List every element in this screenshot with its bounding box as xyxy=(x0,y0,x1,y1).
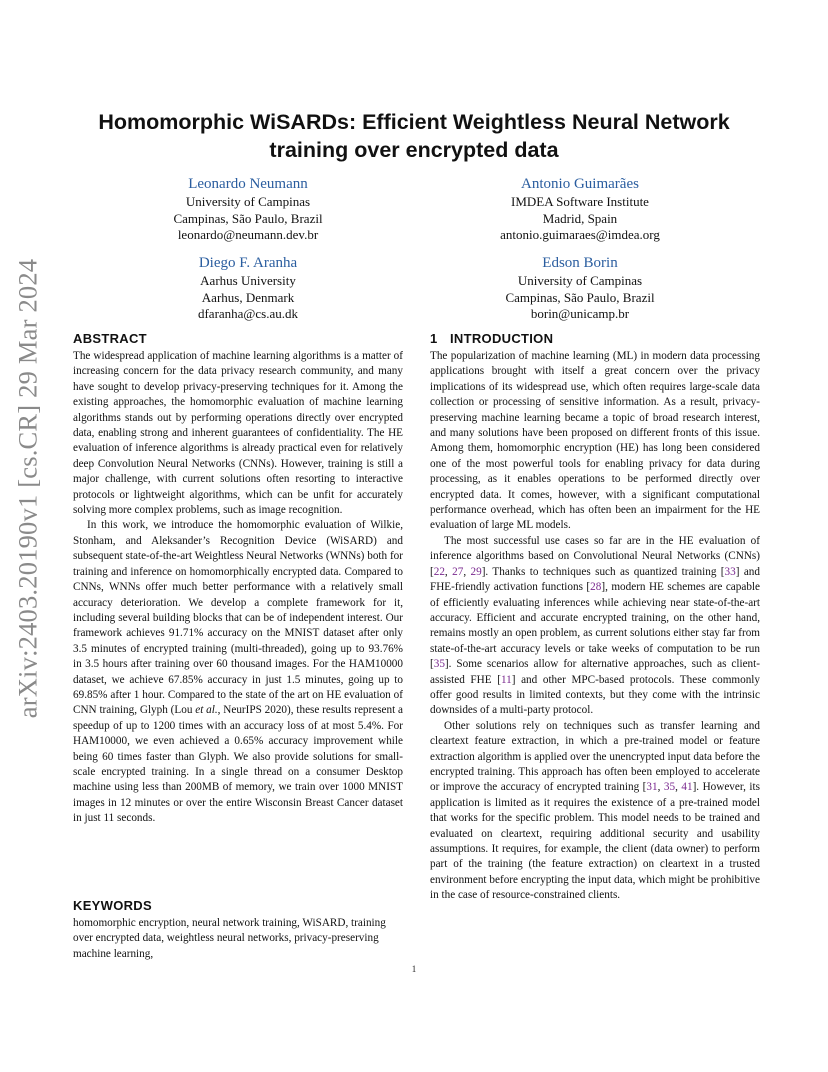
citation-link[interactable]: 29 xyxy=(470,565,482,578)
abstract-paragraph: The widespread application of machine learning algorithms is a matter of increasing concern for the data privacy research community, and many have sought to develop privacy-preserving techniques for it. Among the existing approaches, the homomorphic evaluation of machine learning algorithms stands out by performing operations directly over encrypted data, enabling strong and inherent guarantees of confidentiality. The HE evaluation of inference algorithms is already practical even for relatively deep Convolution Neural Networks (CNNs). However, training is still a major challenge, with current solutions often resorting to interactive protocols or lightweight algorithms, which can be unfit for accurately solving more complex problems, such as image recognition. xyxy=(73,350,403,517)
introduction-section xyxy=(430,330,760,904)
section-number: 1 xyxy=(430,331,438,346)
introduction-paragraph: The popularization of machine learning (ML) in modern data processing applications brought with itself a great concern over the privacy implications of its widespread use, which often requires large-scale data collection or processing of sensitive information. As a result, privacy-preserving machine learning became a topic of broad research interest, and many solutions have been proposed on different fronts of this issue. Among them, homomorphic encryption (HE) has long been considered one of the most powerful tools for enabling privacy for data during processing, as it enables operations to be performed directly over encrypted data. It comes, however, with a significant computational performance overhead, which has often been an impairment for the HE evaluation of large ML models. xyxy=(430,350,760,532)
introduction-paragraph: Other solutions rely on techniques such as transfer learning and cleartext feature extraction, in which a pre-trained model or feature extraction algorithm is applied over the unencrypted input data before the encrypted training. This approach has often been employed to accelerate or improve the accuracy of encrypted training [31, 35, 41]. However, its application is limited as it requires the existence of a pre-trained model that works for the specific problem. This model needs to be trained and evaluated on cleartext, requiring additional security and usability assumptions. It requires, for example, the client (data owner) to perform part of the training (the feature extraction) on cleartext in a trusted environment before encrypting the input data, which might be prohibitive in the case of resource-constrained clients. xyxy=(430,719,761,902)
author-block xyxy=(118,175,378,244)
citation-link[interactable]: 35 xyxy=(663,781,676,794)
citation-link[interactable]: 27 xyxy=(452,565,464,578)
title-line-2: training over encrypted data xyxy=(269,138,559,162)
introduction-paragraph: The most successful use cases so far are in the HE evaluation of inference algorithms based on Convolutional Neural Networks (CNNs) [22, 27, 29]. Thanks to techniques such as quantized training [33] and FHE-friendly activation functions [28], modern HE schemes are capable of efficiently evaluating inferences while achieving near state-of-the-art accuracy. Efficient and accurate encrypted training, on the other hand, remains mostly an open problem, as current solutions either stay far from state-of-the-art accuracy levels or take weeks of computation to be run [35]. Some scenarios allow for alternative approaches, such as client-assisted FHE [11] and other MPC-based protocols. These commonly offer good results in limited contexts, but they come with the intrinsic downsides of a multi-party protocol. xyxy=(430,534,761,717)
author-location: Campinas, São Paulo, Brazil xyxy=(505,289,655,305)
author-name[interactable]: Edson Borin xyxy=(542,255,618,271)
citation-link[interactable]: 22 xyxy=(433,565,445,578)
author-email: dfaranha@cs.au.dk xyxy=(197,306,299,321)
author-affiliation: University of Campinas xyxy=(517,273,643,288)
author-email: borin@unicamp.br xyxy=(530,306,630,321)
section-title: INTRODUCTION xyxy=(450,331,554,346)
introduction-heading xyxy=(430,330,760,347)
et-al: et al. xyxy=(195,704,218,717)
title-line-1: Homomorphic WiSARDs: Efficient Weightless Neural Network xyxy=(98,110,730,134)
author-location: Campinas, São Paulo, Brazil xyxy=(173,210,323,226)
keywords-section xyxy=(73,897,403,962)
author-block xyxy=(450,175,710,244)
author-affiliation: Aarhus University xyxy=(200,273,296,288)
citation-link[interactable]: 11 xyxy=(500,673,512,686)
keywords-heading: KEYWORDS xyxy=(73,898,152,913)
author-affiliation: IMDEA Software Institute xyxy=(511,194,649,209)
author-affiliation: University of Campinas xyxy=(185,194,311,209)
author-location: Madrid, Spain xyxy=(542,210,618,226)
author-name[interactable]: Antonio Guimarães xyxy=(521,176,639,192)
citation-link[interactable]: 35 xyxy=(433,658,445,671)
author-name[interactable]: Diego F. Aranha xyxy=(198,255,298,271)
page-number: 1 xyxy=(411,964,417,974)
author-location: Aarhus, Denmark xyxy=(201,289,295,305)
author-email: antonio.guimaraes@imdea.org xyxy=(500,227,660,242)
citation-link[interactable]: 33 xyxy=(724,565,736,578)
citation-link[interactable]: 41 xyxy=(681,781,693,794)
abstract-heading: ABSTRACT xyxy=(73,331,147,346)
arxiv-sidebar xyxy=(0,258,56,718)
keywords-text: homomorphic encryption, neural network training, WiSARD, training over encrypted data, weightless neural networks, privacy-preserving machine learning, xyxy=(73,917,386,960)
arxiv-identifier: arXiv:2403.20190v1 [cs.CR] 29 Mar 2024 xyxy=(12,258,43,718)
author-block xyxy=(118,254,378,323)
paper-title xyxy=(60,108,768,164)
abstract-paragraph: In this work, we introduce the homomorphic evaluation of Wilkie, Stonham, and Aleksander’s Recognition Device (WiSARD) and subsequent state-of-the-art Weightless Neural Networks (WNNs) both for training and inference on homomorphically encrypted data. Compared to CNNs, WNNs offer much better performance with a relatively small accuracy deterioration. We develop a complete framework for it, including several building blocks that can be of independent interest. Our framework achieves 91.71% accuracy on the MNIST dataset after only 3.5 minutes of encrypted training (multi-threaded), going up to 93.76% in 3.5 hours after training over 60 thousand images. For the HAM10000 dataset, we achieve 67.85% accuracy in just 1.5 minutes, going up to 69.85% after 1 hour. Compared to the state of the art on HE evaluation of CNN training, Glyph (Lou et al., NeurIPS 2020), these results represent a speedup of up to 1200 times with an accuracy loss of at most 5.4%. For HAM10000, we even achieved a 0.65% accuracy improvement while being 60 times faster than Glyph. We also provide solutions for small-scale encrypted training. In a single thread on a consumer Desktop machine using less than 200MB of memory, we train over 1000 MNIST images in 12 minutes or over the entire Wisconsin Breast Cancer dataset in just 11 seconds. xyxy=(73,519,404,825)
author-block xyxy=(450,254,710,323)
citation-link[interactable]: 28 xyxy=(590,581,602,594)
citation-link[interactable]: 31 xyxy=(646,781,658,794)
author-email: leonardo@neumann.dev.br xyxy=(177,227,319,242)
author-name[interactable]: Leonardo Neumann xyxy=(188,176,308,192)
abstract-section xyxy=(73,330,403,827)
